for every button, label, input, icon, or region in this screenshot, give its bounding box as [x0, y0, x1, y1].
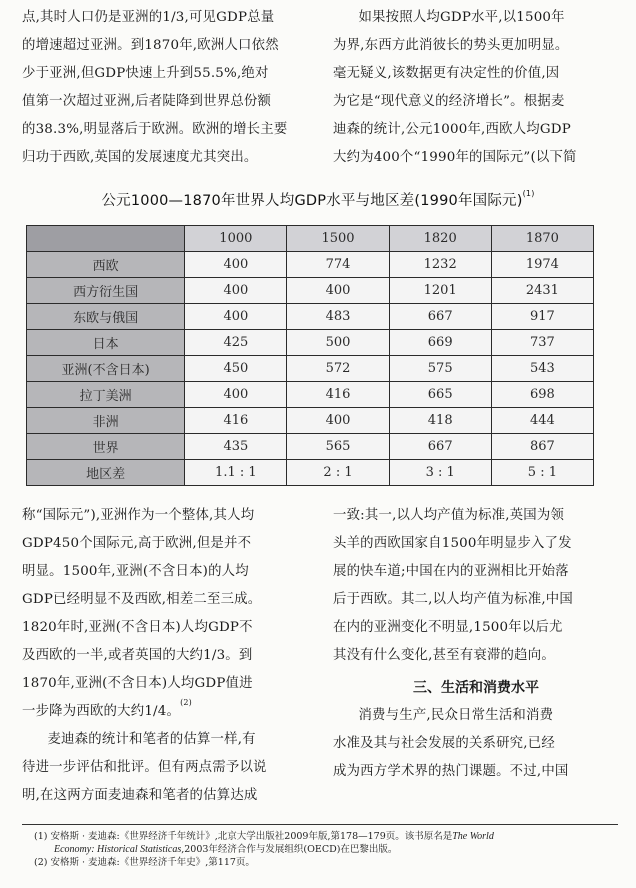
table-row [27, 278, 594, 304]
value-cell: 5 : 1 [491, 460, 593, 486]
text-column-top-left [22, 4, 308, 172]
value-cell: 669 [389, 330, 491, 356]
paragraph-line: GDP已经明显不及西欧,相差二至三成。 [22, 592, 262, 607]
value-cell: 667 [389, 434, 491, 460]
paragraph-line: 为它是“现代意义的经济增长”。根据麦 [333, 94, 565, 109]
value-cell: 3 : 1 [389, 460, 491, 486]
value-cell: 416 [287, 382, 389, 408]
year-header-cell: 1870 [491, 226, 593, 252]
value-cell: 698 [491, 382, 593, 408]
paragraph-line: 其没有什么变化,甚至有衰滞的趋向。 [333, 648, 555, 663]
paragraph-line: 值第一次超过亚洲,后者陡降到世界总份额 [22, 94, 272, 109]
value-cell: 572 [287, 356, 389, 382]
value-cell: 575 [389, 356, 491, 382]
value-cell: 1201 [389, 278, 491, 304]
region-cell: 拉丁美洲 [27, 382, 185, 408]
paragraph-line: 点,其时人口仍是亚洲的1/3,可见GDP总量 [22, 10, 275, 25]
text-column-bottom-right [333, 502, 619, 670]
table-row [27, 382, 594, 408]
paragraph-line: 成为西方学术界的热门课题。不过,中国 [333, 764, 569, 779]
paragraph-line: 为界,东西方此消彼长的势头更加明显。 [333, 38, 569, 53]
value-cell: 416 [185, 408, 287, 434]
footnote-1-continued [34, 843, 624, 856]
value-cell: 2 : 1 [287, 460, 389, 486]
value-cell: 867 [491, 434, 593, 460]
footnote-text: 安格斯 · 麦迪森:《世界经济千年统计》,北京大学出版社2009年版,第178—179页。该书原名是 [50, 831, 453, 842]
value-cell: 1.1 : 1 [185, 460, 287, 486]
paragraph-line: 迪森的统计,公元1000年,西欧人均GDP [333, 122, 571, 137]
paragraph-line: 待进一步评估和批评。但有两点需予以说 [22, 760, 267, 775]
value-cell: 737 [491, 330, 593, 356]
footnote-mark: (1) [34, 831, 48, 842]
year-header-cell: 1500 [287, 226, 389, 252]
value-cell: 1232 [389, 252, 491, 278]
year-header-cell: 1820 [389, 226, 491, 252]
region-cell: 西方衍生国 [27, 278, 185, 304]
paragraph-line: 在内的亚洲变化不明显,1500年以后尤 [333, 620, 563, 635]
footnote-book-title: Economy: Historical Statisticas [54, 844, 182, 855]
text-column-bottom-right-2 [333, 702, 619, 786]
paragraph-line: 水准及其与社会发展的关系研究,已经 [333, 736, 555, 751]
footnote-text: 安格斯 · 麦迪森:《世界经济千年史》,第117页。 [50, 857, 255, 868]
table-row [27, 330, 594, 356]
footnote-ref-1: (1) [522, 189, 535, 198]
footnotes [34, 830, 624, 869]
table-header-row [27, 226, 594, 252]
paragraph-line: 麦迪森的统计和笔者的估算一样,有 [47, 732, 256, 747]
value-cell: 1974 [491, 252, 593, 278]
value-cell: 400 [287, 278, 389, 304]
footnote-ref-2: (2) [180, 698, 192, 707]
value-cell: 400 [185, 304, 287, 330]
paragraph-line: 1870年,亚洲(不含日本)人均GDP值进 [22, 676, 253, 691]
value-cell: 444 [491, 408, 593, 434]
region-cell: 世界 [27, 434, 185, 460]
paragraph-line: 归功于西欧,英国的发展速度尤其突出。 [22, 150, 258, 165]
paragraph-line: 的增速超过亚洲。到1870年,欧洲人口依然 [22, 38, 279, 53]
footnote-divider [22, 824, 618, 825]
region-cell: 东欧与俄国 [27, 304, 185, 330]
text-column-bottom-left [22, 502, 308, 810]
section-heading: 三、生活和消费水平 [413, 680, 539, 696]
table-row [27, 460, 594, 486]
paragraph-line: 1820年时,亚洲(不含日本)人均GDP不 [22, 620, 253, 635]
paragraph-line: 消费与生产,民众日常生活和消费 [358, 708, 554, 723]
paragraph-line: 明显。1500年,亚洲(不含日本)的人均 [22, 564, 249, 579]
paragraph-line: 后于西欧。其二,以人均产值为标准,中国 [333, 592, 573, 607]
gdp-table-wrapper [26, 225, 594, 482]
paragraph-line: 展的快车道;中国在内的亚洲相比开始落 [333, 564, 569, 579]
value-cell: 774 [287, 252, 389, 278]
paragraph-line: 头羊的西欧国家自1500年明显步入了发 [333, 536, 572, 551]
region-cell: 日本 [27, 330, 185, 356]
gdp-per-capita-table [26, 225, 594, 486]
paragraph-line: 大约为400个“1990年的国际元”(以下简 [333, 150, 577, 165]
value-cell: 450 [185, 356, 287, 382]
region-cell: 地区差 [27, 460, 185, 486]
footnote-2 [34, 856, 624, 869]
table-row [27, 304, 594, 330]
value-cell: 400 [185, 252, 287, 278]
paragraph-line: 如果按照人均GDP水平,以1500年 [358, 10, 565, 25]
paragraph-line: 少于亚洲,但GDP快速上升到55.5%,绝对 [22, 66, 269, 81]
region-cell: 亚洲(不含日本) [27, 356, 185, 382]
paragraph-line: 及西欧的一半,或者英国的大约1/3。到 [22, 648, 253, 663]
paragraph-text: 一步降为西欧的大约1/4。 [22, 704, 181, 719]
value-cell: 565 [287, 434, 389, 460]
value-cell: 2431 [491, 278, 593, 304]
value-cell: 425 [185, 330, 287, 356]
table-row [27, 434, 594, 460]
value-cell: 917 [491, 304, 593, 330]
paragraph-line: 毫无疑义,该数据更有决定性的价值,因 [333, 66, 560, 81]
text-column-top-right [333, 4, 619, 172]
footnote-mark: (2) [34, 857, 48, 868]
paragraph-line: 的38.3%,明显落后于欧洲。欧洲的增长主要 [22, 122, 288, 137]
footnote-text: ,2003年经济合作与发展组织(OECD)在巴黎出版。 [181, 844, 398, 855]
region-cell: 西欧 [27, 252, 185, 278]
paragraph-line [22, 698, 308, 726]
paragraph-line: 一致:其一,以人均产值为标准,英国为领 [333, 508, 565, 523]
footnote-1 [34, 830, 624, 843]
value-cell: 543 [491, 356, 593, 382]
table-row [27, 408, 594, 434]
value-cell: 400 [185, 278, 287, 304]
table-row [27, 356, 594, 382]
value-cell: 500 [287, 330, 389, 356]
table-corner-cell [27, 226, 185, 252]
value-cell: 665 [389, 382, 491, 408]
value-cell: 400 [185, 382, 287, 408]
region-cell: 非洲 [27, 408, 185, 434]
table-title [0, 189, 636, 210]
paragraph-line: GDP450个国际元,高于欧洲,但是并不 [22, 536, 252, 551]
footnote-book-title: The World [452, 831, 494, 842]
paragraph-line: 称“国际元”),亚洲作为一个整体,其人均 [22, 508, 255, 523]
value-cell: 667 [389, 304, 491, 330]
paragraph-line: 明,在这两方面麦迪森和笔者的估算达成 [22, 788, 258, 803]
table-title-text: 公元1000—1870年世界人均GDP水平与地区差(1990年国际元) [101, 193, 523, 209]
value-cell: 435 [185, 434, 287, 460]
year-header-cell: 1000 [185, 226, 287, 252]
value-cell: 418 [389, 408, 491, 434]
value-cell: 400 [287, 408, 389, 434]
table-row [27, 252, 594, 278]
value-cell: 483 [287, 304, 389, 330]
